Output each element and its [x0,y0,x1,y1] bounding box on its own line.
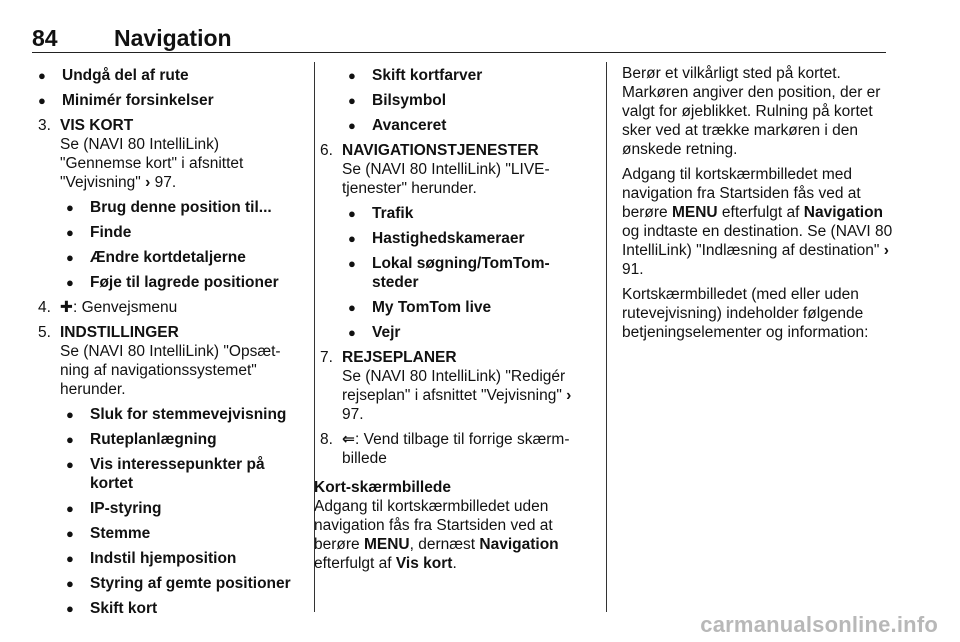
paragraph [622,165,894,279]
item-number: 6. [320,142,333,159]
numbered-item-6 [314,141,592,198]
paragraph: Berør et vilkårligt sted på kortet. Markøren angiver den position, der er valgt for øjeblikket. Rulning på kortet sker ved at trække markøren i den ønskede retning. [622,65,881,158]
list-item: ● Vejr [342,323,592,342]
item-body: Se (NAVI 80 IntelliLink) "LIVE-tjenester" herunder. [342,161,550,197]
paragraph: Kortskærmbilledet (med eller uden rutevejvisning) indeholder følgende betjeningselementer og information: [622,286,869,341]
page-ref: 91. [622,261,644,278]
paragraph-text: og indtaste en destination. Se (NAVI 80 IntelliLink) "Indlæsning af destination" [622,223,893,259]
page-title: Navigation [114,25,232,51]
list-item: ● Sluk for stemmevejvisning [60,405,304,424]
item-title: NAVIGATIONSTJENESTER [342,142,539,159]
section-text: , dernæst [409,536,480,553]
watermark: carmanualsonline.info [700,612,938,637]
list-item: ● Føje til lagrede positioner [60,273,304,292]
sub-list [32,198,304,292]
list-item: ● Stemme [60,524,304,543]
navigation-term: Navigation [479,536,559,553]
section-text: efterfulgt af [314,555,396,572]
menu-term: MENU [363,536,410,553]
numbered-item-4 [32,298,304,317]
list-item: ● My TomTom live [342,298,592,317]
list-item: ● Avanceret [342,116,592,135]
sub-list [32,405,304,618]
sub-list [314,204,592,342]
back-arrow-icon: ⇐ [342,431,355,448]
list-item: ● Ændre kortdetaljerne [60,248,304,267]
list-item: ● Bilsymbol [342,91,592,110]
list-item: ● Skift kort [60,599,304,618]
numbered-item-8 [314,430,592,468]
list-item: ● Lokal søgning/TomTom-steder [342,254,592,292]
item-body-text: Se (NAVI 80 IntelliLink) "Redigér rejseplan" i afsnittet "Vejvisning" [342,368,567,404]
list-item: ● Indstil hjemposition [60,549,304,568]
item-title: REJSEPLANER [342,349,457,366]
list-item: ● Trafik [342,204,592,223]
sub-list [314,66,592,135]
list-item: ● Finde [60,223,304,242]
numbered-item-7 [314,348,592,424]
item-number: 5. [38,324,51,341]
page-ref-icon: › [145,174,151,191]
paragraph-text: efterfulgt af [717,204,804,221]
section-body [314,497,592,573]
section-heading: Kort-skærmbillede [314,479,451,496]
list-item: ● Skift kortfarver [342,66,592,85]
list-item: ● Minimér forsinkelser [32,91,304,110]
page-number: 84 [32,25,58,51]
item-body: Se (NAVI 80 IntelliLink) "Opsæt-ning af navigationssystemet" herunder. [60,343,281,398]
menu-term: MENU [671,204,718,221]
list-item: ● Undgå del af rute [32,66,304,85]
item-body [60,135,304,192]
column-2 [314,64,592,573]
section-text: Adgang til kortskærmbilledet uden navigation fås fra Startsiden ved at berøre [314,498,553,553]
item-number: 7. [320,349,333,366]
numbered-item-5 [32,323,304,399]
column-divider-right [606,62,607,612]
item-title: INDSTILLINGER [60,324,179,341]
item-number: 3. [38,117,51,134]
item-text: : Genvejsmenu [73,299,178,316]
navigation-term: Navigation [803,204,884,221]
list-item: ● Styring af gemte positioner [60,574,304,593]
item-body [342,367,592,424]
list-item: ● Ruteplanlægning [60,430,304,449]
column-3 [622,64,894,348]
header-rule [32,52,886,53]
numbered-item-3 [32,116,304,192]
item-number: 8. [320,431,333,448]
item-text: : Vend tilbage til forrige skærm-billede [342,431,570,467]
vis-kort-term: Vis kort [395,555,453,572]
item-number: 4. [38,299,51,316]
section-map-screen [314,478,592,573]
item-body-text: Se (NAVI 80 IntelliLink) "Gennemse kort" i afsnittet "Vejvisning" [60,136,244,191]
plus-icon: ✚ [60,299,73,316]
list-item: ● Brug denne position til... [60,198,304,217]
page-ref: 97. [150,174,177,191]
section-text: . [452,555,457,572]
item-title: VIS KORT [60,117,134,134]
page-ref: 97. [342,406,364,423]
list-item: ● Vis interessepunkter på kortet [60,455,304,493]
list-item: ● IP-styring [60,499,304,518]
page-ref-icon: › [883,242,889,259]
paragraph-text: Adgang til kortskærmbilledet med navigation fra Startsiden fås ved at berøre [622,166,861,221]
list-item: ● Hastighedskameraer [342,229,592,248]
page-ref-icon: › [566,387,572,404]
column-1 [32,64,304,624]
